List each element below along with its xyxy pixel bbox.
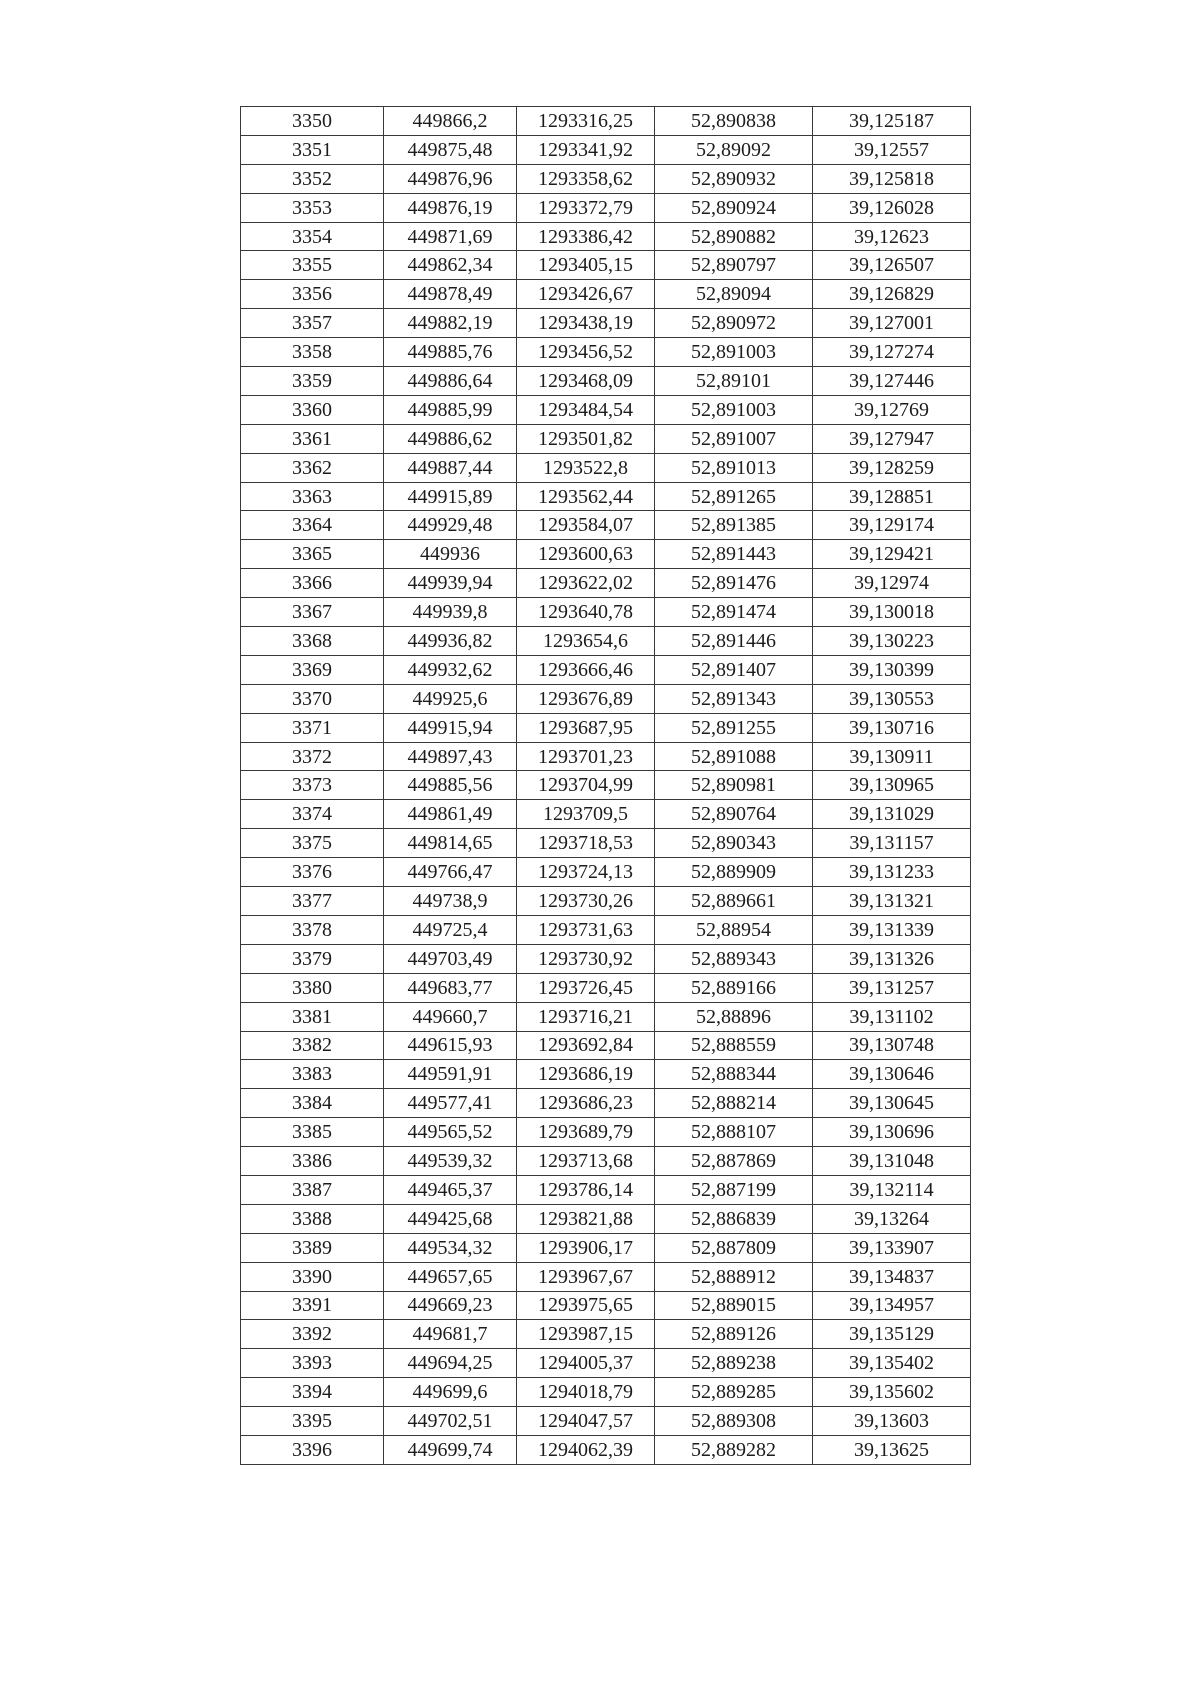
cell-y-coordinate: 1293704,99 [517,771,655,800]
cell-y-coordinate: 1294005,37 [517,1349,655,1378]
cell-latitude: 52,890838 [655,107,813,136]
cell-y-coordinate: 1293726,45 [517,973,655,1002]
cell-point-number: 3375 [241,829,384,858]
cell-y-coordinate: 1293358,62 [517,164,655,193]
table-row [241,1002,971,1031]
cell-point-number: 3393 [241,1349,384,1378]
cell-longitude: 39,125818 [813,164,971,193]
table-row [241,1204,971,1233]
cell-longitude: 39,130911 [813,742,971,771]
cell-longitude: 39,126028 [813,193,971,222]
cell-longitude: 39,127274 [813,338,971,367]
table-row [241,1031,971,1060]
cell-y-coordinate: 1293716,21 [517,1002,655,1031]
cell-point-number: 3386 [241,1147,384,1176]
cell-x-coordinate: 449699,74 [384,1435,517,1464]
cell-y-coordinate: 1293730,26 [517,887,655,916]
cell-x-coordinate: 449681,7 [384,1320,517,1349]
cell-point-number: 3389 [241,1233,384,1262]
cell-latitude: 52,891474 [655,598,813,627]
table-row [241,511,971,540]
cell-longitude: 39,125187 [813,107,971,136]
cell-latitude: 52,889166 [655,973,813,1002]
cell-latitude: 52,887199 [655,1175,813,1204]
cell-latitude: 52,89101 [655,367,813,396]
table-row [241,915,971,944]
cell-x-coordinate: 449897,43 [384,742,517,771]
cell-x-coordinate: 449876,19 [384,193,517,222]
table-row [241,684,971,713]
table-row [241,973,971,1002]
cell-y-coordinate: 1293501,82 [517,424,655,453]
cell-x-coordinate: 449683,77 [384,973,517,1002]
cell-longitude: 39,129174 [813,511,971,540]
table-row [241,107,971,136]
cell-latitude: 52,886839 [655,1204,813,1233]
cell-y-coordinate: 1293484,54 [517,395,655,424]
cell-y-coordinate: 1293341,92 [517,135,655,164]
cell-x-coordinate: 449939,8 [384,598,517,627]
cell-latitude: 52,891265 [655,482,813,511]
cell-x-coordinate: 449725,4 [384,915,517,944]
cell-latitude: 52,889126 [655,1320,813,1349]
cell-longitude: 39,134957 [813,1291,971,1320]
cell-point-number: 3362 [241,453,384,482]
cell-x-coordinate: 449465,37 [384,1175,517,1204]
cell-x-coordinate: 449814,65 [384,829,517,858]
coordinates-table [240,106,971,1465]
cell-longitude: 39,131321 [813,887,971,916]
cell-x-coordinate: 449615,93 [384,1031,517,1060]
cell-point-number: 3384 [241,1089,384,1118]
cell-y-coordinate: 1293701,23 [517,742,655,771]
cell-point-number: 3360 [241,395,384,424]
table-row [241,193,971,222]
cell-longitude: 39,13625 [813,1435,971,1464]
cell-longitude: 39,131257 [813,973,971,1002]
cell-latitude: 52,889285 [655,1378,813,1407]
cell-longitude: 39,131102 [813,1002,971,1031]
cell-y-coordinate: 1293975,65 [517,1291,655,1320]
cell-point-number: 3374 [241,800,384,829]
cell-x-coordinate: 449702,51 [384,1407,517,1436]
cell-latitude: 52,890932 [655,164,813,193]
cell-latitude: 52,889343 [655,944,813,973]
cell-point-number: 3350 [241,107,384,136]
table-row [241,598,971,627]
cell-longitude: 39,135129 [813,1320,971,1349]
cell-longitude: 39,130696 [813,1118,971,1147]
cell-point-number: 3392 [241,1320,384,1349]
cell-x-coordinate: 449565,52 [384,1118,517,1147]
cell-latitude: 52,890797 [655,251,813,280]
cell-y-coordinate: 1293687,95 [517,713,655,742]
cell-longitude: 39,132114 [813,1175,971,1204]
cell-longitude: 39,128259 [813,453,971,482]
cell-longitude: 39,13603 [813,1407,971,1436]
cell-latitude: 52,891385 [655,511,813,540]
cell-point-number: 3376 [241,858,384,887]
cell-x-coordinate: 449887,44 [384,453,517,482]
cell-x-coordinate: 449669,23 [384,1291,517,1320]
cell-latitude: 52,891255 [655,713,813,742]
cell-longitude: 39,135402 [813,1349,971,1378]
cell-y-coordinate: 1293731,63 [517,915,655,944]
cell-y-coordinate: 1293456,52 [517,338,655,367]
cell-point-number: 3351 [241,135,384,164]
cell-longitude: 39,127947 [813,424,971,453]
table-row [241,1147,971,1176]
cell-y-coordinate: 1293718,53 [517,829,655,858]
cell-latitude: 52,888214 [655,1089,813,1118]
cell-y-coordinate: 1293686,19 [517,1060,655,1089]
table-row [241,1320,971,1349]
cell-latitude: 52,889661 [655,887,813,916]
cell-point-number: 3395 [241,1407,384,1436]
cell-point-number: 3366 [241,569,384,598]
cell-longitude: 39,130223 [813,627,971,656]
cell-longitude: 39,130553 [813,684,971,713]
cell-longitude: 39,131233 [813,858,971,887]
cell-point-number: 3383 [241,1060,384,1089]
table-row [241,453,971,482]
cell-y-coordinate: 1293724,13 [517,858,655,887]
coordinates-table-body [241,107,971,1465]
cell-point-number: 3356 [241,280,384,309]
cell-x-coordinate: 449703,49 [384,944,517,973]
table-row [241,1089,971,1118]
table-row [241,627,971,656]
table-row [241,1435,971,1464]
cell-x-coordinate: 449871,69 [384,222,517,251]
cell-x-coordinate: 449876,96 [384,164,517,193]
cell-x-coordinate: 449862,34 [384,251,517,280]
cell-point-number: 3363 [241,482,384,511]
cell-longitude: 39,131048 [813,1147,971,1176]
table-row [241,540,971,569]
cell-y-coordinate: 1293316,25 [517,107,655,136]
cell-y-coordinate: 1293967,67 [517,1262,655,1291]
table-row [241,569,971,598]
cell-longitude: 39,12974 [813,569,971,598]
table-row [241,858,971,887]
cell-longitude: 39,130399 [813,655,971,684]
cell-x-coordinate: 449861,49 [384,800,517,829]
cell-latitude: 52,887869 [655,1147,813,1176]
cell-y-coordinate: 1293372,79 [517,193,655,222]
table-row [241,887,971,916]
cell-longitude: 39,126507 [813,251,971,280]
cell-y-coordinate: 1293654,6 [517,627,655,656]
table-row [241,309,971,338]
cell-longitude: 39,128851 [813,482,971,511]
cell-point-number: 3359 [241,367,384,396]
cell-point-number: 3364 [241,511,384,540]
cell-latitude: 52,890343 [655,829,813,858]
cell-point-number: 3361 [241,424,384,453]
cell-y-coordinate: 1293640,78 [517,598,655,627]
table-row [241,482,971,511]
cell-y-coordinate: 1293562,44 [517,482,655,511]
cell-y-coordinate: 1293584,07 [517,511,655,540]
cell-y-coordinate: 1293666,46 [517,655,655,684]
cell-latitude: 52,890764 [655,800,813,829]
cell-x-coordinate: 449878,49 [384,280,517,309]
table-row [241,1118,971,1147]
cell-point-number: 3368 [241,627,384,656]
cell-longitude: 39,135602 [813,1378,971,1407]
cell-point-number: 3385 [241,1118,384,1147]
cell-point-number: 3373 [241,771,384,800]
cell-latitude: 52,891003 [655,395,813,424]
cell-latitude: 52,89092 [655,135,813,164]
cell-y-coordinate: 1293713,68 [517,1147,655,1176]
cell-y-coordinate: 1293438,19 [517,309,655,338]
cell-y-coordinate: 1293405,15 [517,251,655,280]
table-row [241,424,971,453]
cell-longitude: 39,12769 [813,395,971,424]
cell-point-number: 3377 [241,887,384,916]
cell-x-coordinate: 449886,64 [384,367,517,396]
cell-x-coordinate: 449915,94 [384,713,517,742]
cell-point-number: 3367 [241,598,384,627]
cell-longitude: 39,130748 [813,1031,971,1060]
cell-x-coordinate: 449425,68 [384,1204,517,1233]
table-row [241,222,971,251]
cell-y-coordinate: 1293622,02 [517,569,655,598]
cell-point-number: 3372 [241,742,384,771]
table-row [241,1407,971,1436]
table-row [241,1262,971,1291]
cell-x-coordinate: 449885,76 [384,338,517,367]
cell-longitude: 39,12623 [813,222,971,251]
cell-y-coordinate: 1293786,14 [517,1175,655,1204]
cell-longitude: 39,130645 [813,1089,971,1118]
cell-y-coordinate: 1293821,88 [517,1204,655,1233]
cell-latitude: 52,891007 [655,424,813,453]
cell-latitude: 52,889282 [655,1435,813,1464]
cell-point-number: 3390 [241,1262,384,1291]
table-row [241,713,971,742]
cell-point-number: 3353 [241,193,384,222]
cell-longitude: 39,129421 [813,540,971,569]
cell-latitude: 52,891013 [655,453,813,482]
cell-x-coordinate: 449591,91 [384,1060,517,1089]
cell-x-coordinate: 449866,2 [384,107,517,136]
cell-latitude: 52,890882 [655,222,813,251]
cell-x-coordinate: 449886,62 [384,424,517,453]
cell-point-number: 3378 [241,915,384,944]
cell-latitude: 52,891343 [655,684,813,713]
cell-latitude: 52,88954 [655,915,813,944]
table-row [241,800,971,829]
cell-latitude: 52,891088 [655,742,813,771]
table-row [241,1233,971,1262]
cell-point-number: 3379 [241,944,384,973]
cell-y-coordinate: 1293600,63 [517,540,655,569]
cell-point-number: 3352 [241,164,384,193]
cell-x-coordinate: 449766,47 [384,858,517,887]
cell-x-coordinate: 449660,7 [384,1002,517,1031]
cell-latitude: 52,889015 [655,1291,813,1320]
cell-point-number: 3370 [241,684,384,713]
cell-y-coordinate: 1294062,39 [517,1435,655,1464]
cell-latitude: 52,888559 [655,1031,813,1060]
cell-point-number: 3355 [241,251,384,280]
cell-longitude: 39,126829 [813,280,971,309]
cell-x-coordinate: 449885,56 [384,771,517,800]
table-row [241,1349,971,1378]
table-row [241,1175,971,1204]
cell-y-coordinate: 1293987,15 [517,1320,655,1349]
cell-latitude: 52,891443 [655,540,813,569]
cell-x-coordinate: 449657,65 [384,1262,517,1291]
cell-x-coordinate: 449936,82 [384,627,517,656]
cell-x-coordinate: 449915,89 [384,482,517,511]
cell-latitude: 52,891407 [655,655,813,684]
table-row [241,251,971,280]
cell-point-number: 3369 [241,655,384,684]
cell-latitude: 52,88896 [655,1002,813,1031]
cell-latitude: 52,889308 [655,1407,813,1436]
cell-y-coordinate: 1293689,79 [517,1118,655,1147]
cell-y-coordinate: 1294047,57 [517,1407,655,1436]
cell-latitude: 52,891446 [655,627,813,656]
table-row [241,164,971,193]
cell-point-number: 3357 [241,309,384,338]
cell-x-coordinate: 449925,6 [384,684,517,713]
cell-latitude: 52,889909 [655,858,813,887]
cell-longitude: 39,133907 [813,1233,971,1262]
cell-x-coordinate: 449932,62 [384,655,517,684]
cell-longitude: 39,12557 [813,135,971,164]
cell-latitude: 52,888107 [655,1118,813,1147]
cell-y-coordinate: 1293426,67 [517,280,655,309]
cell-x-coordinate: 449694,25 [384,1349,517,1378]
cell-y-coordinate: 1293686,23 [517,1089,655,1118]
cell-x-coordinate: 449939,94 [384,569,517,598]
cell-latitude: 52,891476 [655,569,813,598]
cell-longitude: 39,131326 [813,944,971,973]
table-row [241,395,971,424]
cell-longitude: 39,130646 [813,1060,971,1089]
table-row [241,771,971,800]
cell-latitude: 52,890924 [655,193,813,222]
cell-longitude: 39,130018 [813,598,971,627]
table-row [241,1291,971,1320]
cell-x-coordinate: 449929,48 [384,511,517,540]
cell-point-number: 3371 [241,713,384,742]
cell-point-number: 3354 [241,222,384,251]
cell-x-coordinate: 449936 [384,540,517,569]
cell-longitude: 39,134837 [813,1262,971,1291]
cell-longitude: 39,131157 [813,829,971,858]
cell-latitude: 52,891003 [655,338,813,367]
cell-point-number: 3358 [241,338,384,367]
cell-y-coordinate: 1293676,89 [517,684,655,713]
table-row [241,742,971,771]
cell-y-coordinate: 1293468,09 [517,367,655,396]
table-row [241,280,971,309]
cell-latitude: 52,890972 [655,309,813,338]
table-row [241,944,971,973]
cell-point-number: 3381 [241,1002,384,1031]
cell-point-number: 3394 [241,1378,384,1407]
cell-x-coordinate: 449882,19 [384,309,517,338]
cell-point-number: 3382 [241,1031,384,1060]
table-row [241,135,971,164]
cell-x-coordinate: 449875,48 [384,135,517,164]
table-row [241,1378,971,1407]
cell-longitude: 39,130965 [813,771,971,800]
cell-point-number: 3365 [241,540,384,569]
cell-y-coordinate: 1293730,92 [517,944,655,973]
cell-longitude: 39,13264 [813,1204,971,1233]
cell-longitude: 39,131339 [813,915,971,944]
cell-x-coordinate: 449885,99 [384,395,517,424]
cell-x-coordinate: 449534,32 [384,1233,517,1262]
cell-longitude: 39,127446 [813,367,971,396]
cell-y-coordinate: 1293522,8 [517,453,655,482]
cell-x-coordinate: 449738,9 [384,887,517,916]
cell-y-coordinate: 1293709,5 [517,800,655,829]
cell-y-coordinate: 1293906,17 [517,1233,655,1262]
cell-longitude: 39,131029 [813,800,971,829]
cell-point-number: 3380 [241,973,384,1002]
cell-y-coordinate: 1294018,79 [517,1378,655,1407]
cell-x-coordinate: 449699,6 [384,1378,517,1407]
cell-latitude: 52,888344 [655,1060,813,1089]
table-row [241,367,971,396]
cell-x-coordinate: 449539,32 [384,1147,517,1176]
table-row [241,829,971,858]
cell-latitude: 52,89094 [655,280,813,309]
table-row [241,1060,971,1089]
cell-latitude: 52,887809 [655,1233,813,1262]
cell-longitude: 39,130716 [813,713,971,742]
table-row [241,338,971,367]
cell-latitude: 52,890981 [655,771,813,800]
cell-point-number: 3396 [241,1435,384,1464]
cell-latitude: 52,888912 [655,1262,813,1291]
cell-y-coordinate: 1293386,42 [517,222,655,251]
cell-point-number: 3388 [241,1204,384,1233]
cell-latitude: 52,889238 [655,1349,813,1378]
cell-point-number: 3387 [241,1175,384,1204]
table-row [241,655,971,684]
cell-point-number: 3391 [241,1291,384,1320]
cell-x-coordinate: 449577,41 [384,1089,517,1118]
cell-y-coordinate: 1293692,84 [517,1031,655,1060]
cell-longitude: 39,127001 [813,309,971,338]
